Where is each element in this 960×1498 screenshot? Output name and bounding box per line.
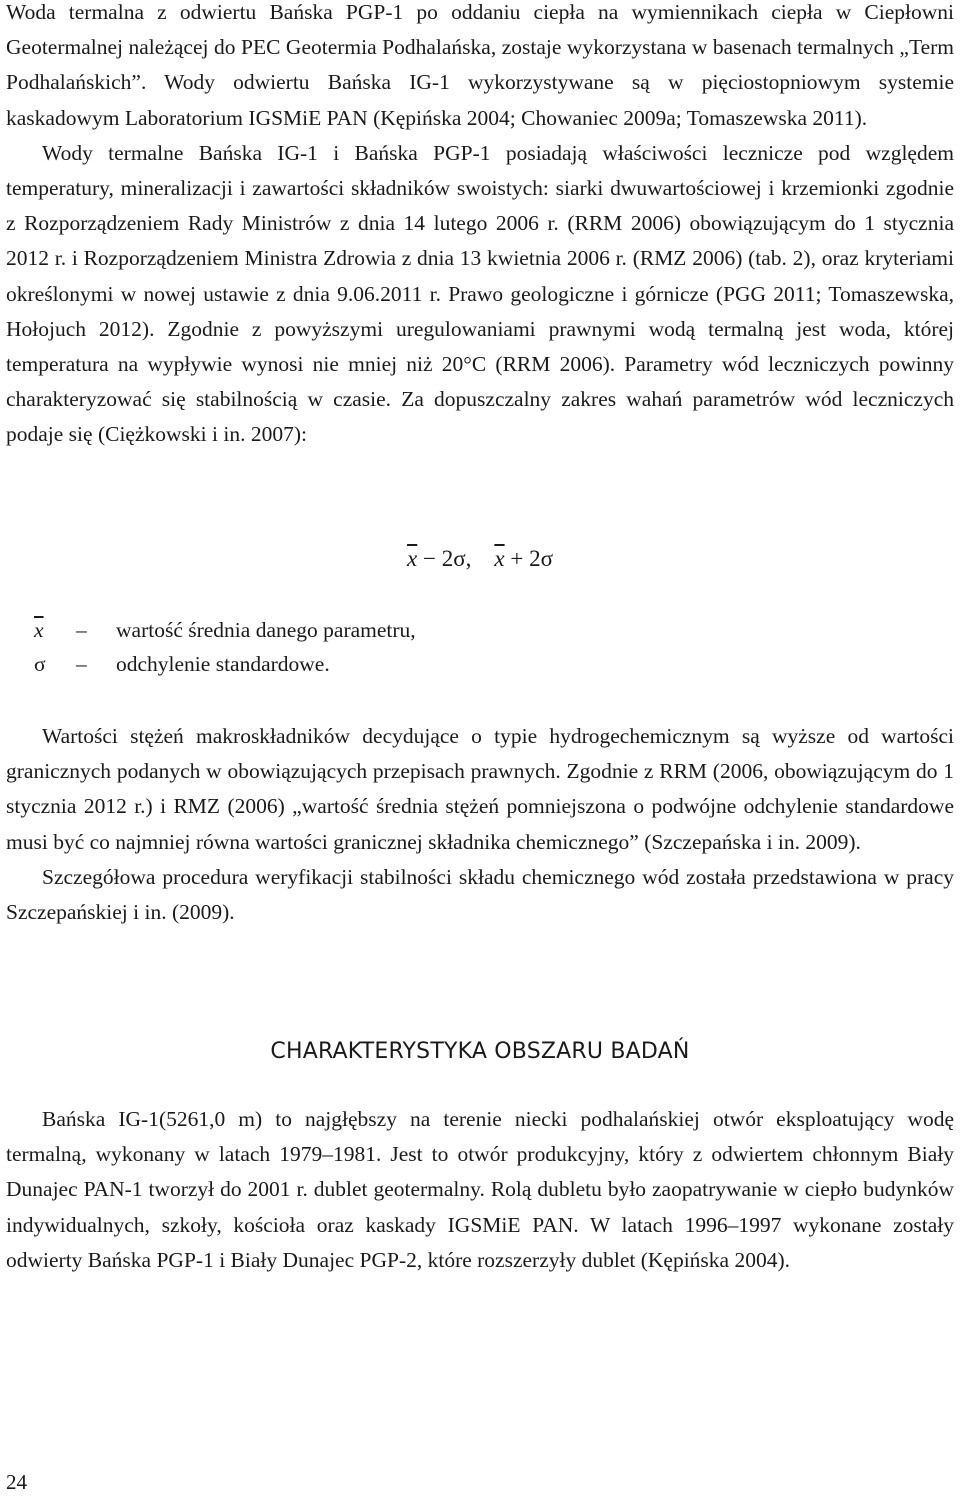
- paragraph-procedura: Szczegółowa procedura weryfikacji stabilności składu chemicznego wód została przedstawiona w pracy Szczepańskiej i in. (2009).: [6, 864, 954, 925]
- definition-text: wartość średnia danego parametru,: [116, 618, 416, 642]
- text-block-stezenia: [6, 719, 954, 930]
- definition-symbol: $\overline{x}$: [34, 618, 44, 642]
- text-block-intro: [6, 0, 954, 453]
- section-heading: CHARAKTERYSTYKA OBSZARU BADAŃ: [270, 1039, 690, 1064]
- definition-dash: –: [76, 652, 87, 676]
- paragraph-wlasciwosci-lecznicze: Wody termalne Bańska IG-1 i Bańska PGP-1 posiadają właściwości lecznicze pod względem temperatury, mineralizacji i zawartości składników swoistych: siarki dwuwartościowej i krzemionki zgodnie z Rozporządzeniem Rady Ministrów z dnia 14 lutego 2006 r. (RRM 2006) obowiązującym do 1 stycznia 2012 r. i Rozporządzeniem Ministra Zdrowia z dnia 13 kwietnia 2006 r. (RMZ 2006) (tab. 2), oraz kryteriami określonymi w nowej ustawie z dnia 9.06.2011 r. Prawo geologiczne i górnicze (PGG 2011; Tomaszewska, Hołojuch 2012). Zgodnie z powyższymi uregulowaniami prawnymi wodą termalną jest woda, której temperatura na wypływie wynosi nie mniej niż 20°C (RRM 2006). Parametry wód leczniczych powinny charakteryzować się stabilnością w czasie. Za dopuszczalny zakres wahań parametrów wód leczniczych podaje się (Ciężkowski i in. 2007):: [6, 140, 954, 447]
- page-number: 24: [6, 1470, 27, 1494]
- paragraph-wartosci-stezen: Wartości stężeń makroskładników decydujące o typie hydrogechemicznym są wyższe od wartości granicznych podanych w obowiązujących przepisach prawnych. Zgodnie z RRM (2006, obowiązującym do 1 stycznia 2012 r.) i RMZ (2006) „wartość średnia stężeń pomniejszona o podwójne odchylenie standardowe musi być co najmniej równa wartości granicznej składnika chemicznego” (Szczepańska i in. 2009).: [6, 724, 954, 854]
- formula-mean-symbol-2: $\overline{x}$: [494, 546, 505, 571]
- definition-dash: –: [76, 618, 87, 642]
- paragraph-term-podhalanskie: Woda termalna z odwiertu Bańska PGP-1 po oddaniu ciepła na wymiennikach ciepła w Ciepłowni Geotermalnej należącej do PEC Geotermia Podhalańska, zostaje wykorzystana w basenach termalnych „Term Podhalańskich”. Wody odwiertu Bańska IG-1 wykorzystywane są w pięciostopniowym systemie kaskadowym Laboratorium IGSMiE PAN (Kępińska 2004; Chowaniec 2009a; Tomaszewska 2011).: [6, 0, 954, 130]
- formula-lower-bound: − 2σ,: [423, 546, 472, 571]
- definition-text: odchylenie standardowe.: [116, 652, 330, 676]
- formula-upper-bound: + 2σ: [510, 546, 553, 571]
- definition-symbol: σ: [34, 652, 46, 676]
- formula-mean-symbol: $\overline{x}$: [407, 546, 418, 571]
- text-block-obszar: [6, 1102, 954, 1278]
- paragraph-banska-ig1: Bańska IG-1(5261,0 m) to najgłębszy na terenie niecki podhalańskiej otwór eksploatujący wodę termalną, wykonany w latach 1979–1981. Jest to otwór produkcyjny, który z odwiertem chłonnym Biały Dunajec PAN-1 tworzył do 2001 r. dublet geotermalny. Rolą dubletu było zaopatrywanie w ciepło budynków indywidualnych, szkoły, kościoła oraz kaskady IGSMiE PAN. W latach 1996–1997 wykonane zostały odwierty Bańska PGP-1 i Biały Dunajec PGP-2, które rozszerzyły dublet (Kępińska 2004).: [6, 1107, 954, 1272]
- formula-range: [0, 546, 960, 572]
